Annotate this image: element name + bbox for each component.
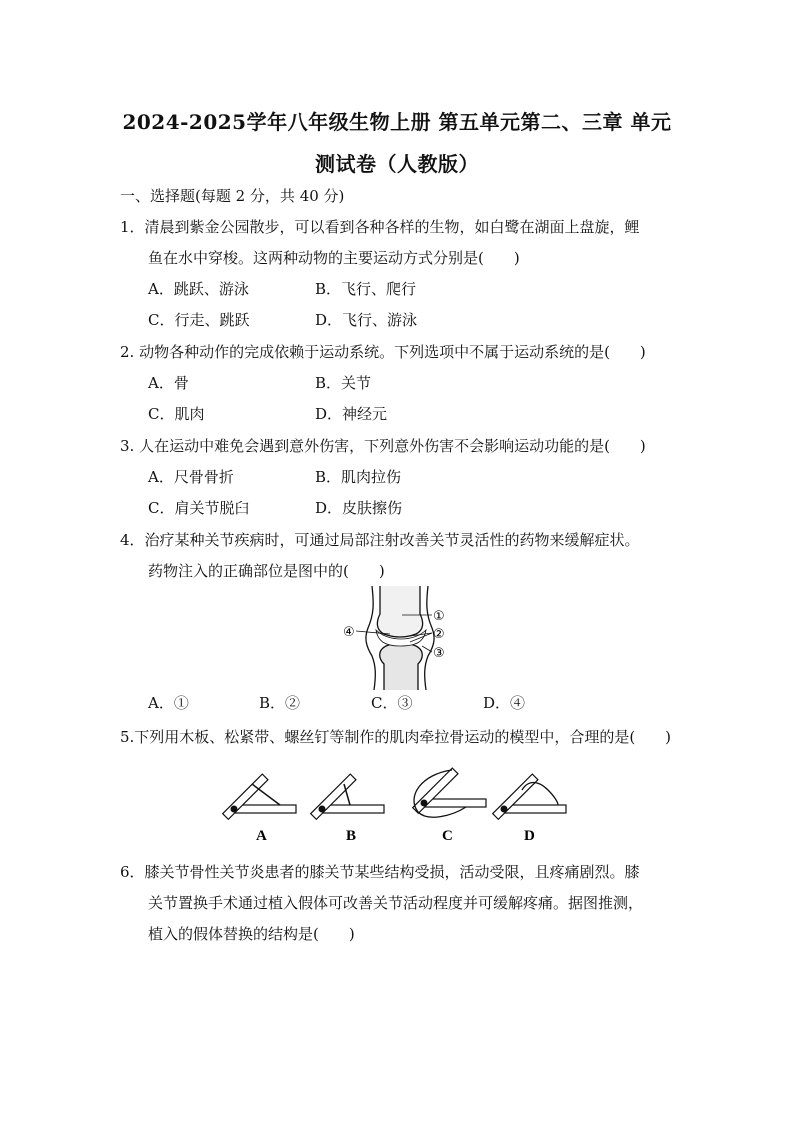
q1-stem-line1: 1．清晨到紫金公园散步，可以看到各种各样的生物，如白鹭在湖面上盘旋，鲤 — [120, 218, 640, 236]
q4-option-a[interactable]: A．① — [148, 694, 189, 712]
q3-stem-line1: 3. 人在运动中难免会遇到意外伤害，下列意外伤害不会影响运动功能的是( ) — [120, 437, 646, 455]
q2-option-d[interactable]: D．神经元 — [315, 405, 388, 423]
q1-option-d[interactable]: D．飞行、游泳 — [315, 311, 418, 329]
q6-stem-line3: 植入的假体替换的结构是( ) — [148, 925, 355, 943]
q1-option-a[interactable]: A．跳跃、游泳 — [148, 280, 249, 298]
page-title: 2024-2025学年八年级生物上册 第五单元第二、三章 单元 — [122, 110, 672, 134]
q6-stem-line1: 6．膝关节骨性关节炎患者的膝关节某些结构受损，活动受限，且疼痛剧烈。膝 — [120, 863, 640, 881]
label-3: ③ — [433, 646, 445, 661]
q4-stem-line2: 药物注入的正确部位是图中的( ) — [148, 562, 385, 580]
q4-option-c[interactable]: C．③ — [371, 694, 413, 712]
model-a — [223, 774, 296, 844]
model-a-label: A — [256, 828, 267, 844]
q4-option-d[interactable]: D．④ — [483, 694, 526, 712]
section-heading: 一、选择题(每题 2 分，共 40 分) — [120, 187, 345, 205]
q2-option-a[interactable]: A．骨 — [148, 374, 189, 392]
q1-option-b[interactable]: B．飞行、爬行 — [315, 280, 417, 298]
model-d — [493, 774, 566, 844]
q1-option-c[interactable]: C．行走、跳跃 — [148, 311, 250, 329]
knee-joint-diagram — [340, 584, 460, 690]
q3-option-c[interactable]: C．肩关节脱臼 — [148, 499, 250, 517]
q4-stem-line1: 4．治疗某种关节疾病时，可通过局部注射改善关节灵活性的药物来缓解症状。 — [120, 531, 640, 549]
label-4: ④ — [343, 625, 355, 640]
label-1: ① — [433, 609, 445, 624]
q3-option-d[interactable]: D．皮肤擦伤 — [315, 499, 403, 517]
q3-option-b[interactable]: B．肌肉拉伤 — [315, 468, 402, 486]
model-c-label: C — [442, 828, 453, 844]
q3-option-a[interactable]: A．尺骨骨折 — [148, 468, 234, 486]
muscle-model-diagram — [222, 760, 572, 846]
q4-option-b[interactable]: B．② — [259, 694, 301, 712]
page-subtitle: 测试卷（人教版） — [315, 152, 479, 176]
q2-option-b[interactable]: B．关节 — [315, 374, 372, 392]
label-2: ② — [433, 627, 445, 642]
q6-stem-line2: 关节置换手术通过植入假体可改善关节活动程度并可缓解疼痛。据图推测， — [148, 894, 644, 912]
model-d-label: D — [524, 828, 535, 844]
model-b — [311, 774, 384, 844]
q2-option-c[interactable]: C．肌肉 — [148, 405, 205, 423]
q2-stem-line1: 2. 动物各种动作的完成依赖于运动系统。下列选项中不属于运动系统的是( ) — [120, 343, 646, 361]
model-c — [413, 768, 486, 844]
q1-stem-line2: 鱼在水中穿梭。这两种动物的主要运动方式分别是( ) — [148, 249, 520, 267]
q5-stem-line1: 5.下列用木板、松紧带、螺丝钉等制作的肌肉牵拉骨运动的模型中，合理的是( ) — [120, 728, 672, 746]
model-b-label: B — [346, 828, 357, 844]
